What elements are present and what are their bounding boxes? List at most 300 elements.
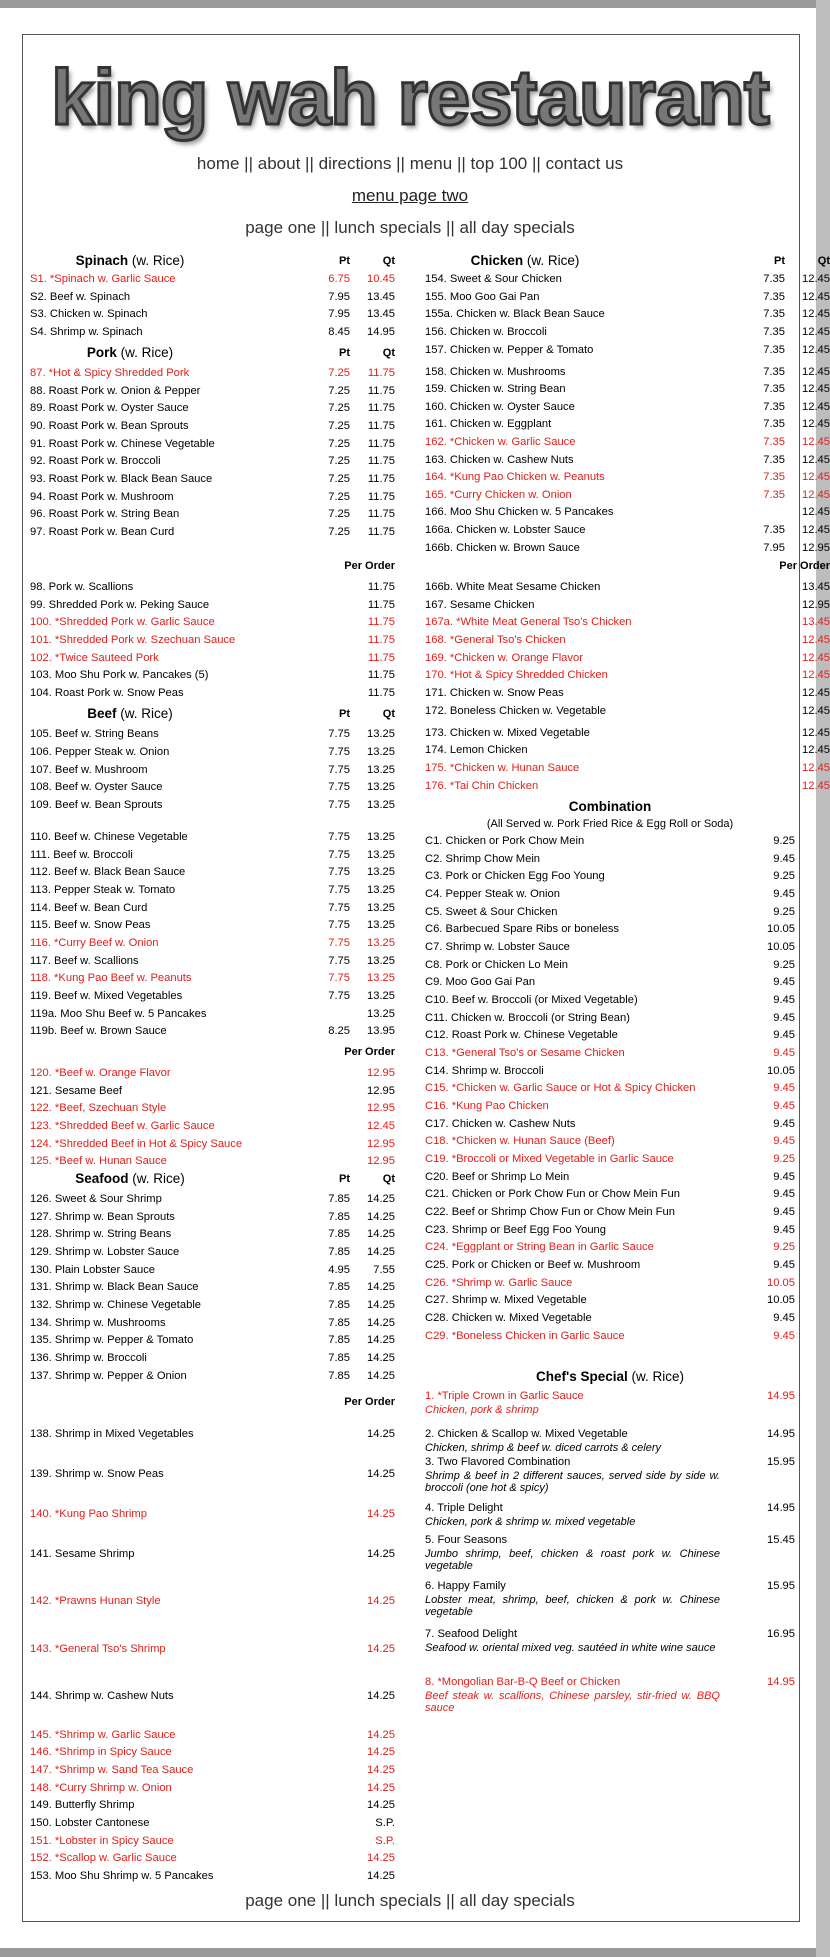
item-quart-price: 11.75: [367, 438, 395, 450]
menu-item: [425, 1135, 795, 1147]
section-header: [425, 1369, 795, 1384]
menu-item: [30, 1008, 395, 1020]
item-price: 12.45: [802, 669, 830, 681]
item-quart-price: 13.25: [367, 728, 395, 740]
menu-item: [30, 491, 395, 503]
item-quart-price: 13.25: [367, 955, 395, 967]
menu-item: [425, 506, 830, 518]
item-name: 156. Chicken w. Broccoli: [425, 326, 547, 338]
menu-item: [30, 1370, 395, 1382]
item-price: 12.95: [367, 1102, 395, 1114]
item-quart-price: 13.45: [367, 308, 395, 320]
item-name: 8. *Mongolian Bar-B-Q Beef or Chicken: [425, 1676, 621, 1688]
item-quart-price: 12.45: [802, 418, 830, 430]
menu-item: [425, 888, 795, 900]
item-name: 97. Roast Pork w. Bean Curd: [30, 526, 175, 538]
item-name: C22. Beef or Shrimp Chow Fun or Chow Mein Fun: [425, 1206, 675, 1218]
menu-item: [425, 291, 830, 303]
item-name: 119a. Moo Shu Beef w. 5 Pancakes: [30, 1008, 207, 1020]
menu-item: [425, 542, 830, 554]
item-pint-price: 7.75: [328, 902, 350, 914]
menu-item: [30, 799, 395, 811]
item-name: C7. Shrimp w. Lobster Sauce: [425, 941, 570, 953]
nav-home[interactable]: home: [196, 154, 240, 173]
menu-item: [30, 473, 395, 485]
item-quart-price: 11.75: [367, 526, 395, 538]
item-quart-price: 13.25: [367, 799, 395, 811]
item-quart-price: 11.75: [367, 420, 395, 432]
item-name: 139. Shrimp w. Snow Peas: [30, 1468, 164, 1480]
item-name: 166. Moo Shu Chicken w. 5 Pancakes: [425, 506, 614, 518]
item-price: 13.45: [802, 616, 830, 628]
item-name: C14. Shrimp w. Broccoli: [425, 1065, 544, 1077]
nav-top100[interactable]: top 100: [470, 154, 528, 173]
menu-item: [30, 1281, 395, 1293]
item-name: C17. Chicken w. Cashew Nuts: [425, 1118, 576, 1130]
item-price: 13.45: [802, 581, 830, 593]
item-price: 11.75: [367, 616, 395, 628]
section-header: [30, 253, 230, 268]
item-quart-price: 12.45: [802, 344, 830, 356]
item-pint-price: 7.85: [328, 1299, 350, 1311]
item-price: 14.25: [367, 1468, 395, 1480]
pint-header: Pt: [339, 708, 350, 720]
menu-item: [425, 1277, 795, 1289]
menu-item: [425, 308, 830, 320]
item-name: 163. Chicken w. Cashew Nuts: [425, 454, 574, 466]
menu-item: [425, 344, 830, 356]
item-pint-price: 8.25: [328, 1025, 350, 1037]
item-name: 110. Beef w. Chinese Vegetable: [30, 831, 188, 843]
item-name: 128. Shrimp w. String Beans: [30, 1228, 172, 1240]
item-price: 9.45: [773, 1029, 795, 1041]
menu-item: [30, 1299, 395, 1311]
menu-item: [30, 1138, 395, 1150]
item-quart-price: 12.45: [802, 454, 830, 466]
nav-menu[interactable]: menu: [409, 154, 453, 173]
item-pint-price: 7.35: [763, 524, 785, 536]
item-name: 144. Shrimp w. Cashew Nuts: [30, 1690, 174, 1702]
menu-item: [30, 1428, 395, 1440]
menu-item: [30, 508, 395, 520]
item-price: 12.45: [802, 780, 830, 792]
menu-item: [30, 849, 395, 861]
item-name: C4. Pepper Steak w. Onion: [425, 888, 560, 900]
chef-special-item: [425, 1390, 795, 1416]
menu-item: [30, 831, 395, 843]
per-order-label: Per Order: [344, 1046, 395, 1058]
menu-item: [425, 1153, 795, 1165]
item-pint-price: 7.75: [328, 955, 350, 967]
menu-item: [30, 385, 395, 397]
item-quart-price: 12.95: [802, 542, 830, 554]
item-quart-price: 13.25: [367, 902, 395, 914]
nav-directions[interactable]: directions: [318, 154, 392, 173]
item-price: 9.45: [773, 888, 795, 900]
nav-contact[interactable]: contact us: [545, 154, 624, 173]
item-name: 6. Happy Family: [425, 1580, 506, 1592]
item-pint-price: 7.25: [328, 491, 350, 503]
menu-item: [30, 866, 395, 878]
menu-item: [30, 291, 395, 303]
menu-item: [425, 524, 830, 536]
item-name: 91. Roast Pork w. Chinese Vegetable: [30, 438, 215, 450]
item-name: 104. Roast Pork w. Snow Peas: [30, 687, 184, 699]
item-quart-price: 11.75: [367, 508, 395, 520]
section-header: [425, 799, 795, 814]
menu-item: [30, 955, 395, 967]
nav-about[interactable]: about: [257, 154, 301, 173]
menu-item: [30, 1211, 395, 1223]
menu-item: [425, 1029, 795, 1041]
item-name: C9. Moo Goo Gai Pan: [425, 976, 536, 988]
item-price: 9.45: [773, 1206, 795, 1218]
item-pint-price: 7.25: [328, 367, 350, 379]
item-pint-price: 7.35: [763, 308, 785, 320]
item-quart-price: 14.25: [367, 1193, 395, 1205]
item-pint-price: 7.75: [328, 990, 350, 1002]
menu-item: [425, 994, 795, 1006]
item-name: 168. *General Tso's Chicken: [425, 634, 566, 646]
subnav-page-one-bottom[interactable]: page one: [245, 1891, 317, 1910]
item-price: 9.45: [773, 1259, 795, 1271]
menu-item: [425, 471, 830, 483]
item-name: 93. Roast Pork w. Black Bean Sauce: [30, 473, 213, 485]
item-quart-price: 13.25: [367, 884, 395, 896]
section-title: Pork: [86, 345, 117, 360]
menu-item: [425, 870, 795, 882]
menu-item: [30, 1690, 395, 1702]
item-name: 5. Four Seasons: [425, 1534, 508, 1546]
item-quart-price: 13.25: [367, 849, 395, 861]
item-pint-price: 7.35: [763, 454, 785, 466]
item-price: 12.95: [802, 599, 830, 611]
item-name: 143. *General Tso's Shrimp: [30, 1643, 166, 1655]
quart-header: Qt: [382, 708, 395, 720]
menu-item: [425, 1241, 795, 1253]
chef-special-item: [425, 1428, 795, 1454]
item-pint-price: 7.75: [328, 728, 350, 740]
item-price: S.P.: [375, 1817, 395, 1829]
item-description: Chicken, shrimp & beef w. diced carrots & celery: [425, 1442, 661, 1454]
item-name: C18. *Chicken w. Hunan Sauce (Beef): [425, 1135, 615, 1147]
item-name: 158. Chicken w. Mushrooms: [425, 366, 566, 378]
chef-special-item: [425, 1502, 795, 1528]
menu-item: [30, 308, 395, 320]
item-price: 9.45: [773, 1047, 795, 1059]
item-name: C1. Chicken or Pork Chow Mein: [425, 835, 585, 847]
item-price: 9.45: [773, 1135, 795, 1147]
menu-item: [30, 1334, 395, 1346]
menu-item: [425, 436, 830, 448]
quart-header: Qt: [382, 347, 395, 359]
item-pint-price: 7.85: [328, 1193, 350, 1205]
item-price: 12.45: [802, 687, 830, 699]
item-name: 166a. Chicken w. Lobster Sauce: [425, 524, 586, 536]
menu-item: [30, 1067, 395, 1079]
item-name: 164. *Kung Pao Chicken w. Peanuts: [425, 471, 605, 483]
menu-item: [425, 835, 795, 847]
per-order-label: Per Order: [344, 1396, 395, 1408]
menu-item: [30, 1025, 395, 1037]
item-price: 9.45: [773, 1330, 795, 1342]
menu-item: [425, 941, 795, 953]
item-pint-price: 7.95: [763, 542, 785, 554]
item-price: 9.45: [773, 1118, 795, 1130]
menu-item: [425, 489, 830, 501]
menu-item: [30, 1508, 395, 1520]
menu-item: [30, 1193, 395, 1205]
section-title: Spinach: [75, 253, 129, 268]
item-name: 4. Triple Delight: [425, 1502, 503, 1514]
quart-header: Qt: [382, 1173, 395, 1185]
item-quart-price: 12.45: [802, 471, 830, 483]
item-pint-price: 7.35: [763, 366, 785, 378]
item-price: 9.25: [773, 870, 795, 882]
menu-item: [30, 764, 395, 776]
item-name: 90. Roast Pork w. Bean Sprouts: [30, 420, 189, 432]
item-quart-price: 14.25: [367, 1352, 395, 1364]
item-price: 9.25: [773, 835, 795, 847]
item-name: 2. Chicken & Scallop w. Mixed Vegetable: [425, 1428, 628, 1440]
item-price: 14.95: [767, 1502, 795, 1514]
menu-item: [30, 972, 395, 984]
per-order-label: Per Order: [779, 560, 830, 572]
item-name: 135. Shrimp w. Pepper & Tomato: [30, 1334, 194, 1346]
item-name: 3. Two Flavored Combination: [425, 1456, 571, 1468]
item-pint-price: 7.85: [328, 1211, 350, 1223]
menu-item: [30, 652, 395, 664]
menu-item: [30, 1317, 395, 1329]
with-rice-label: (w. Rice): [526, 253, 580, 268]
menu-item: [30, 1643, 395, 1655]
menu-item: [425, 326, 830, 338]
menu-item: [425, 780, 830, 792]
menu-item: [30, 1468, 395, 1480]
menu-item: [30, 919, 395, 931]
item-pint-price: 7.85: [328, 1370, 350, 1382]
item-quart-price: 13.25: [367, 1008, 395, 1020]
item-name: 107. Beef w. Mushroom: [30, 764, 148, 776]
item-price: 12.45: [802, 762, 830, 774]
subnav-all-day-bottom[interactable]: all day specials: [459, 1891, 575, 1910]
item-quart-price: 13.25: [367, 937, 395, 949]
item-quart-price: 7.55: [373, 1264, 395, 1276]
item-pint-price: 7.85: [328, 1246, 350, 1258]
item-quart-price: 14.25: [367, 1281, 395, 1293]
item-quart-price: 11.75: [367, 402, 395, 414]
item-price: 15.95: [767, 1580, 795, 1592]
menu-item: [425, 1012, 795, 1024]
item-description: Jumbo shrimp, beef, chicken & roast pork w. Chinese vegetable: [425, 1548, 720, 1572]
item-price: 10.05: [767, 941, 795, 953]
item-quart-price: 13.25: [367, 831, 395, 843]
menu-item: [425, 1294, 795, 1306]
item-name: 124. *Shredded Beef in Hot & Spicy Sauce: [30, 1138, 243, 1150]
menu-item: [30, 599, 395, 611]
item-pint-price: 7.85: [328, 1317, 350, 1329]
item-price: 12.95: [367, 1138, 395, 1150]
item-price: 10.05: [767, 1277, 795, 1289]
item-price: 12.45: [802, 705, 830, 717]
item-price: 14.95: [767, 1428, 795, 1440]
item-name: C11. Chicken w. Broccoli (or String Bean): [425, 1012, 630, 1024]
sub-nav-top: page one || lunch specials || all day specials: [245, 218, 575, 237]
item-pint-price: 7.35: [763, 418, 785, 430]
item-pint-price: 7.35: [763, 326, 785, 338]
item-quart-price: 12.45: [802, 436, 830, 448]
menu-item: [425, 1188, 795, 1200]
item-name: 103. Moo Shu Pork w. Pancakes (5): [30, 669, 209, 681]
item-price: 9.45: [773, 1312, 795, 1324]
subnav-lunch[interactable]: lunch specials: [334, 218, 442, 237]
item-price: 10.05: [767, 1065, 795, 1077]
item-name: 132. Shrimp w. Chinese Vegetable: [30, 1299, 202, 1311]
combination-note: (All Served w. Pork Fried Rice & Egg Roll or Soda): [486, 818, 734, 830]
item-name: 161. Chicken w. Eggplant: [425, 418, 552, 430]
item-price: 11.75: [367, 652, 395, 664]
item-price: 9.45: [773, 1012, 795, 1024]
subnav-all-day[interactable]: all day specials: [459, 218, 575, 237]
item-price: 14.25: [367, 1428, 395, 1440]
item-name: 173. Chicken w. Mixed Vegetable: [425, 727, 590, 739]
menu-item: [425, 1100, 795, 1112]
chef-special-item: [425, 1534, 795, 1572]
item-name: 101. *Shredded Pork w. Szechuan Sauce: [30, 634, 236, 646]
item-quart-price: 11.75: [367, 367, 395, 379]
menu-item: [425, 1206, 795, 1218]
item-pint-price: 7.75: [328, 849, 350, 861]
item-price: 12.45: [367, 1120, 395, 1132]
item-pint-price: 7.25: [328, 455, 350, 467]
item-price: 14.25: [367, 1690, 395, 1702]
item-quart-price: 13.25: [367, 781, 395, 793]
menu-item: [425, 401, 830, 413]
item-price: 12.45: [802, 652, 830, 664]
item-price: 11.75: [367, 687, 395, 699]
item-name: C3. Pork or Chicken Egg Foo Young: [425, 870, 605, 882]
menu-item: [30, 1595, 395, 1607]
item-quart-price: 14.25: [367, 1370, 395, 1382]
item-quart-price: 14.95: [367, 326, 395, 338]
menu-item: [425, 853, 795, 865]
item-price: 9.25: [773, 906, 795, 918]
top-bar: [0, 0, 816, 8]
item-quart-price: 14.25: [367, 1299, 395, 1311]
item-pint-price: 7.75: [328, 937, 350, 949]
item-pint-price: 7.35: [763, 436, 785, 448]
menu-item: [425, 652, 830, 664]
menu-item: [30, 1155, 395, 1167]
item-quart-price: 12.45: [802, 308, 830, 320]
item-name: 170. *Hot & Spicy Shredded Chicken: [425, 669, 608, 681]
item-price: 15.95: [767, 1456, 795, 1468]
menu-item: [425, 1259, 795, 1271]
item-name: C12. Roast Pork w. Chinese Vegetable: [425, 1029, 618, 1041]
item-price: 9.25: [773, 1153, 795, 1165]
section-title: Combination: [568, 799, 652, 814]
menu-item: [425, 1224, 795, 1236]
item-name: C29. *Boneless Chicken in Garlic Sauce: [425, 1330, 625, 1342]
item-name: C13. *General Tso's or Sesame Chicken: [425, 1047, 625, 1059]
item-name: 87. *Hot & Spicy Shredded Pork: [30, 367, 190, 379]
item-name: 7. Seafood Delight: [425, 1628, 518, 1640]
item-pint-price: 7.35: [763, 273, 785, 285]
item-price: 16.95: [767, 1628, 795, 1640]
item-price: 11.75: [367, 599, 395, 611]
item-quart-price: 13.25: [367, 746, 395, 758]
item-name: 174. Lemon Chicken: [425, 744, 528, 756]
item-name: 130. Plain Lobster Sauce: [30, 1264, 156, 1276]
menu-item: [30, 1352, 395, 1364]
menu-item: [30, 455, 395, 467]
item-pint-price: 7.35: [763, 401, 785, 413]
item-price: 14.25: [367, 1799, 395, 1811]
chef-special-item: [425, 1676, 795, 1714]
item-name: 146. *Shrimp in Spicy Sauce: [30, 1746, 172, 1758]
item-name: 127. Shrimp w. Bean Sprouts: [30, 1211, 175, 1223]
menu-item: [425, 418, 830, 430]
subnav-lunch-bottom[interactable]: lunch specials: [334, 1891, 442, 1910]
item-description: Chicken, pork & shrimp: [425, 1404, 539, 1416]
item-pint-price: 7.25: [328, 473, 350, 485]
item-name: 88. Roast Pork w. Onion & Pepper: [30, 385, 201, 397]
menu-item: [30, 1102, 395, 1114]
item-name: 166b. Chicken w. Brown Sauce: [425, 542, 580, 554]
item-pint-price: 7.95: [328, 291, 350, 303]
item-price: 14.25: [367, 1508, 395, 1520]
quart-header: Qt: [382, 255, 395, 267]
menu-item: [30, 669, 395, 681]
with-rice-label: (w. Rice): [120, 345, 174, 360]
item-name: S3. Chicken w. Spinach: [30, 308, 148, 320]
pint-header: Pt: [339, 1173, 350, 1185]
menu-item: [425, 616, 830, 628]
menu-item: [30, 1764, 395, 1776]
menu-item: [425, 727, 830, 739]
subnav-page-one[interactable]: page one: [245, 218, 317, 237]
menu-item: [30, 1085, 395, 1097]
item-name: 98. Pork w. Scallions: [30, 581, 134, 593]
item-name: 137. Shrimp w. Pepper & Onion: [30, 1370, 187, 1382]
menu-item: [425, 383, 830, 395]
item-name: 145. *Shrimp w. Garlic Sauce: [30, 1729, 176, 1741]
item-name: S1. *Spinach w. Garlic Sauce: [30, 273, 176, 285]
pint-header: Pt: [339, 255, 350, 267]
menu-item: [30, 367, 395, 379]
item-price: 9.45: [773, 994, 795, 1006]
item-pint-price: 7.25: [328, 526, 350, 538]
sub-nav-bottom: page one || lunch specials || all day specials: [245, 1891, 575, 1910]
item-pint-price: 7.75: [328, 919, 350, 931]
item-name: C5. Sweet & Sour Chicken: [425, 906, 558, 918]
menu-item: [425, 366, 830, 378]
item-quart-price: 13.25: [367, 764, 395, 776]
item-name: 138. Shrimp in Mixed Vegetables: [30, 1428, 194, 1440]
item-quart-price: 13.25: [367, 919, 395, 931]
item-price: 14.25: [367, 1595, 395, 1607]
menu-item: [30, 687, 395, 699]
item-quart-price: 12.45: [802, 524, 830, 536]
section-title: Seafood: [75, 1171, 129, 1186]
item-name: 142. *Prawns Hunan Style: [30, 1595, 161, 1607]
item-name: 160. Chicken w. Oyster Sauce: [425, 401, 575, 413]
menu-item: [30, 1228, 395, 1240]
item-name: 111. Beef w. Broccoli: [30, 849, 133, 861]
item-quart-price: 14.25: [367, 1211, 395, 1223]
menu-item: [425, 687, 830, 699]
item-price: 14.95: [767, 1676, 795, 1688]
